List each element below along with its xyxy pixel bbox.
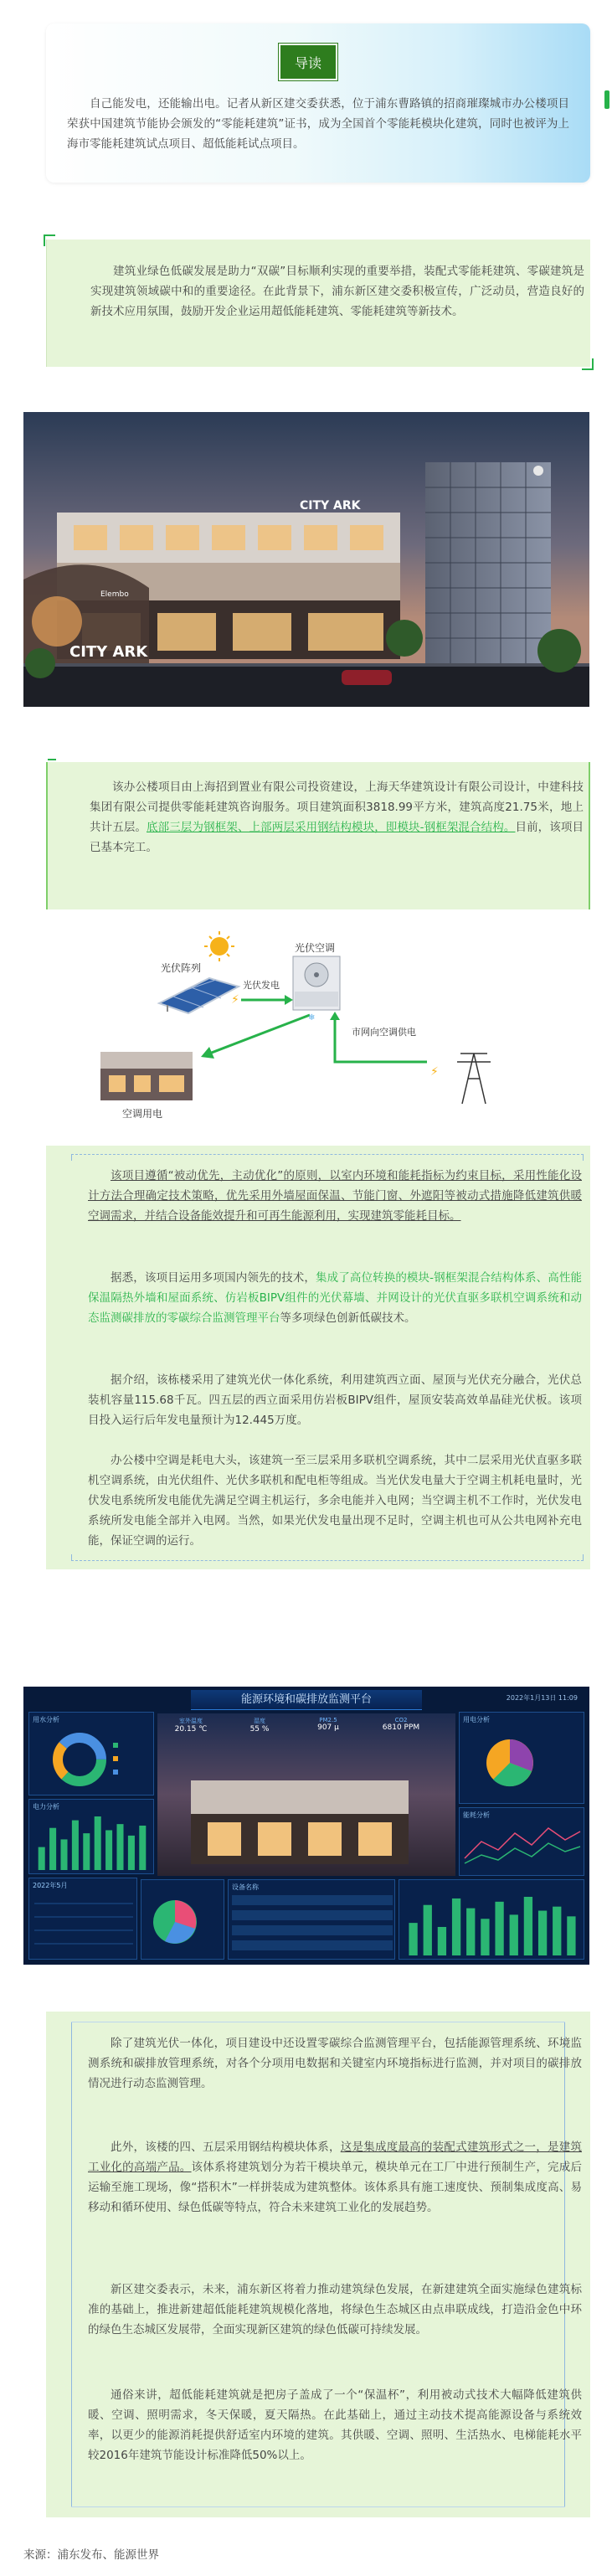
pie-chart [141, 1880, 225, 1960]
bar [538, 1911, 547, 1955]
label-pv-ac: 光伏空调 [295, 942, 336, 954]
paragraph-box-4 [46, 2012, 590, 2517]
panel-power [28, 1799, 154, 1874]
label-grid-supply: 市网向空调供电 [352, 1027, 416, 1038]
panel-bars [399, 1879, 584, 1960]
intro-badge: 导读 [279, 44, 337, 80]
donut-chart [29, 1713, 155, 1796]
stat-3: CO2 6810 PPM [382, 1717, 420, 1732]
solar-panel-icon [159, 978, 239, 1013]
intro-text: 自己能发电，还能输出电。记者从新区建交委获悉，位于浦东曹路镇的招商璀璨城市办公楼项目荣获中国建筑节能协会颁发的“零能耗建筑”证书，成为全国首个零能耗模块化建筑，同时也被评为上海市零能耗建筑试点项目、超低能耗试点项目。 [67, 97, 569, 151]
para4-2c: 该体系将建筑划分为若干模块单元，模块单元在工厂中进行预制生产，完成后运输至施工现场，像“搭积木”一样拼装成为建筑整体。该体系具有施工速度快、预制集成度高、易移动和循环使用、绿色低碳等特点，符合未来建筑工业化的发展趋势。 [88, 2161, 583, 2214]
sun-icon [204, 931, 234, 961]
bar [524, 1897, 532, 1955]
paragraph-4-1: 除了建筑光伏一体化，项目建设中还设置零碳综合监测管理平台，包括能源管理系统、环境监测系统和碳排放管理系统，对各个分项用电数据和关键室内环境指标进行监测，并对项目的碳排放情况进行动态监测管理。 [88, 2037, 582, 2090]
para3-2-highlight: 集成了高位转换的模块-钢框架混合结构体系、高性能保温隔热外墙和屋面系统、仿岩板BIPV组件的光伏幕墙、并网设计的光伏直驱多联机空调系统和动态监测碳排放的零碳综合监测管理平台 [88, 1271, 582, 1325]
sign-city-ark-top: CITY ARK [300, 499, 361, 513]
para2-c: 目前，该项目已基本完工。 [90, 821, 584, 854]
pylon-icon [457, 1054, 491, 1104]
dashboard-building-image [157, 1713, 455, 1876]
paragraph-box-2 [46, 762, 590, 909]
snowflake-icon: ❄ [308, 1013, 316, 1023]
pie-chart-right [460, 1713, 585, 1805]
bar [49, 1828, 56, 1870]
paragraph-3-1: 该项目遵循“被动优先，主动优化”的原则，以室内环境和能耗指标为约束目标，采用性能化设计方法合理确定技术策略，优先采用外墙屋面保温、节能门窗、外遮阳等被动式措施降低建筑供暖空调需求，并结合设备能效提升和可再生能源利用，实现建筑零能耗目标。 [88, 1169, 582, 1223]
corner-decoration [582, 358, 594, 370]
para3-2a: 据悉，该项目运用多项国内领先的技术， [111, 1271, 316, 1285]
frame-decoration [71, 2022, 72, 2507]
bar [60, 1839, 67, 1870]
calendar-grid [29, 1878, 138, 1960]
frame-decoration [71, 1554, 584, 1561]
panel-energy [459, 1807, 584, 1876]
side-marker [604, 90, 609, 109]
panel-water-title: 用水分析 [33, 1716, 59, 1723]
para4-2a: 此外，该楼的四、五层采用钢结构模块体系， [111, 2141, 341, 2154]
para4-2-underlined: 这是集成度最高的装配式建筑形式之一，是建筑工业化的高端产品。 [88, 2141, 582, 2174]
arrow-grid [335, 1018, 427, 1062]
paragraph-4-3: 新区建交委表示，未来，浦东新区将着力推动建筑绿色发展，在新建建筑全面实施绿色建筑标准的基础上，推进新建超低能耗建筑规模化落地，将绿色生态城区由点串联成线，打造沿金色中环的绿色生态城区发展带，全面实现新区建筑的绿色低碳可持续发展。 [88, 2283, 582, 2336]
device-table [229, 1880, 396, 1960]
stat-0: 室外温度 20.15 ℃ [174, 1718, 208, 1734]
bar [83, 1833, 90, 1870]
bar [495, 1902, 503, 1955]
ac-unit-icon [293, 956, 340, 1010]
building-photo [23, 412, 589, 707]
label-pv-array: 光伏阵列 [161, 962, 202, 974]
dashboard-title: 能源环境和碳排放监测平台 [191, 1690, 422, 1710]
sign-city-ark-bottom: CITY ARK [69, 643, 148, 661]
stat-1: 湿度 55 % [249, 1718, 270, 1734]
bar [481, 1919, 489, 1955]
paragraph-3-2 [88, 1268, 582, 1328]
panel-electricity-title: 用电分析 [463, 1716, 490, 1723]
panel-energy-title: 能耗分析 [463, 1811, 490, 1819]
bar [567, 1916, 575, 1955]
building-thumb-icon [100, 1052, 193, 1100]
para2-a: 该办公楼项目由上海招到置业有限公司投资建设，上海天华建筑设计有限公司设计，中建科技集团有限公司提供零能耗建筑咨询服务。项目建筑面积3818.99平方米，建筑高度21.75米，地上共计五层。 [90, 781, 584, 834]
paragraph-4-2 [88, 2137, 582, 2218]
bar [72, 1821, 79, 1870]
bar [139, 1826, 146, 1870]
paragraph-4-4: 通俗来讲，超低能耗建筑就是把房子盖成了一个“保温杯”，利用被动式技术大幅降低建筑供暖、空调、照明需求，冬天保暖，夏天隔热。在此基础上，通过主动技术提高能源设备与系统效率，以更少的能源消耗提供舒适室内环境的建筑。其供暖、空调、照明、生活热水、电梯能耗水平较2016年建筑节能设计标准降低50%以上。 [88, 2388, 582, 2462]
arrow-ac-use [209, 1015, 310, 1054]
panel-pie [141, 1879, 224, 1960]
bar [39, 1847, 45, 1870]
building-illustration [23, 412, 589, 707]
monitoring-dashboard [23, 1687, 589, 1965]
panel-calendar [28, 1878, 137, 1960]
bar [424, 1905, 432, 1955]
panel-power-title: 电力分析 [33, 1803, 59, 1811]
para3-2c: 等多项绿色创新低碳技术。 [280, 1311, 416, 1325]
paragraph-3-4: 办公楼中空调是耗电大头，该建筑一至三层采用多联机空调系统，其中二层采用光伏直驱多联机空调系统，由光伏组件、光伏多联机和配电柜等组成。当光伏发电量大于空调主机耗电量时，光伏发电系统所发电能优先满足空调主机运行，多余电能并入电网；当空调主机不工作时，光伏发电系统所发电能全部并入电网。当然，如果光伏发电量出现不足时，空调主机也可从公共电网补充电能，保证空调的运行。 [88, 1454, 582, 1548]
bar [116, 1824, 123, 1870]
bar [452, 1899, 460, 1955]
frame-decoration [71, 1154, 584, 1161]
pv-ac-diagram [84, 928, 536, 1129]
bar [95, 1816, 101, 1870]
bar [466, 1909, 475, 1955]
source-line: 来源：浦东发布、能源世界 [23, 2548, 159, 2562]
stat-2: PM2.5 907 μ [317, 1717, 339, 1732]
paragraph-1: 建筑业绿色低碳发展是助力“双碳”目标顺利实现的重要举措，装配式零能耗建筑、零碳建筑是实现建筑领域碳中和的重要途径。在此背景下，浦东新区建交委积极宣传，广泛动员，营造良好的新技术应用氛围，鼓励开发企业运用超低能耗建筑、零能耗建筑等新技术。 [90, 265, 584, 318]
label-ac-use: 空调用电 [122, 1108, 163, 1120]
panel-calendar-title: 2022年5月 [33, 1882, 68, 1889]
bar [510, 1914, 518, 1955]
dashboard-time: 2022年1月13日 11:09 [506, 1694, 578, 1702]
bolt-icon: ⚡ [231, 993, 239, 1007]
paragraph-3-3: 据介绍，该栋楼采用了建筑光伏一体化系统，利用建筑西立面、屋顶与光伏充分融合，光伏总装机容量115.68千瓦。四五层的西立面采用仿岩板BIPV组件，屋顶安装高效单晶硅光伏板。该项目投入运行后年发电量预计为12.445万度。 [88, 1373, 582, 1427]
bar [105, 1830, 112, 1870]
panel-table-title: 设备名称 [232, 1883, 259, 1891]
paragraph-box-1 [46, 240, 590, 367]
para2-highlight: 底部三层为钢框架、上部两层采用钢结构模块，即模块-钢框架混合结构。 [147, 821, 516, 834]
panel-table [228, 1879, 395, 1960]
bar [553, 1907, 561, 1955]
label-pv-gen: 光伏发电 [243, 980, 280, 991]
bar [438, 1927, 446, 1955]
bar [409, 1923, 417, 1955]
frame-decoration [71, 2506, 565, 2507]
bar [128, 1836, 135, 1870]
paragraph-box-3 [46, 1146, 590, 1569]
corner-decoration [44, 234, 55, 246]
bar-chart-right [399, 1880, 585, 1960]
panel-water [28, 1712, 154, 1795]
bolt-icon: ⚡ [430, 1065, 439, 1079]
paragraph-2 [90, 777, 584, 858]
box-decoration [48, 759, 56, 760]
sign-brand: Elembo [100, 590, 129, 599]
panel-electricity [459, 1712, 584, 1804]
